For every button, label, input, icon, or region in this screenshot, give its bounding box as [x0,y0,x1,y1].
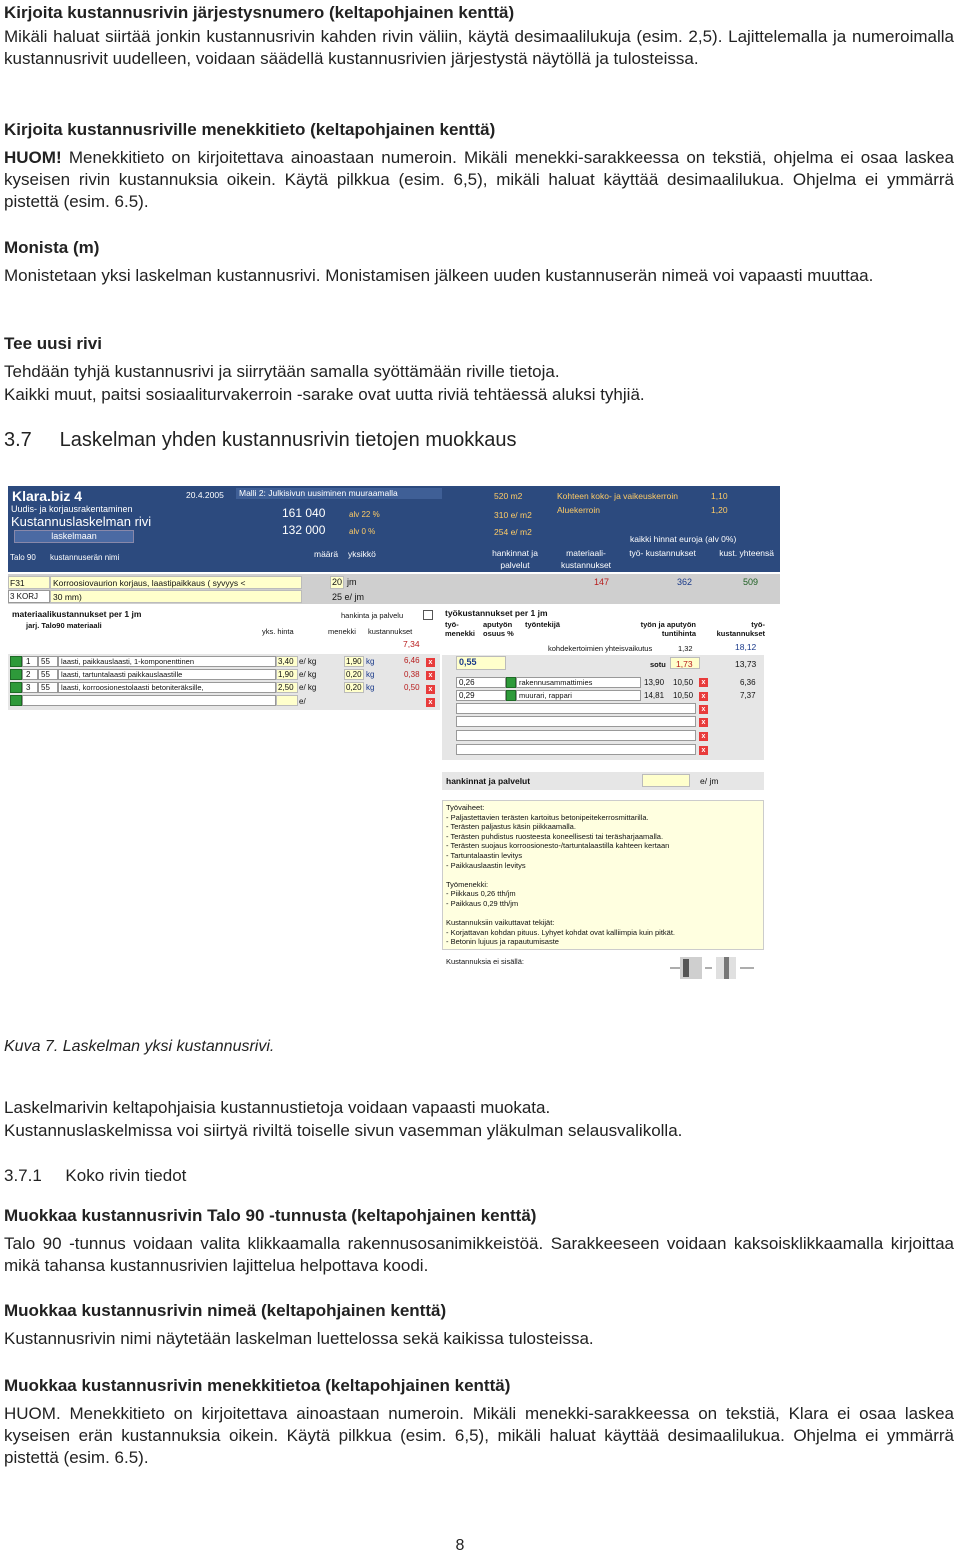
work-row-1-handle[interactable] [506,677,516,688]
heading-uusi-rivi: Tee uusi rivi [4,334,102,353]
material-row-3-menekki: 0,20 [346,683,362,692]
work-row-1-menekki: 0,26 [459,678,475,687]
work-col-kustannukset: työ- kustannukset [716,620,765,638]
material-row-4-price-unit: e/ [299,697,306,706]
work-row-3-empty[interactable] [456,703,696,714]
hankinta-checkbox[interactable] [423,610,433,620]
col-talo90: Talo 90 [10,553,36,562]
koko-kerroin-value: 1,10 [711,491,728,501]
hinnat-note: kaikki hinnat euroja (alv 0%) [630,534,737,544]
work-row-4-delete-icon[interactable]: x [699,718,708,727]
kohdekerroin-total: 18,12 [735,642,757,652]
work-row-2-hinta1: 14,81 [644,691,665,700]
work-heading: työkustannukset per 1 jm [445,608,548,618]
heading-talo90: Muokkaa kustannusrivin Talo 90 -tunnusta (keltapohjainen kenttä) [4,1206,537,1225]
work-row-3-delete-icon[interactable]: x [699,705,708,714]
col-maara: määrä [314,549,339,559]
work-col-tuntihinta: työn ja aputyön tuntihinta [640,620,696,638]
kohdekerroin-value: 1,32 [678,644,693,653]
material-row-1-handle[interactable] [10,656,22,667]
app-logo: Klara.biz 4 [12,488,83,504]
hankinnat-field[interactable] [642,774,690,787]
alv22-label: alv 22 % [349,510,380,519]
material-row-4-delete-icon[interactable]: x [426,698,435,707]
material-row-3-handle[interactable] [10,682,22,693]
work-row-1-hinta2: 10,50 [673,678,694,687]
subsection-heading: 3.7.1 Koko rivin tiedot [4,1166,187,1185]
material-row-1-name: laasti, paikkauslaasti, 1-komponenttinen [61,657,194,666]
work-row-4-empty[interactable] [456,716,696,727]
para-uusi-rivi-2: Kaikki muut, paitsi sosiaaliturvakerroin -sarake ovat uutta riviä tehtäessä aluksi tyhjiä. [4,385,645,404]
sum-alv0: 132 000 [282,523,326,537]
work-row-5-delete-icon[interactable]: x [699,732,708,741]
work-row-1-cost: 6,36 [740,678,756,687]
row-name2-field[interactable] [50,590,302,603]
col-hankinnat: hankinnat ja palvelut [492,548,538,570]
col-hankinta-palvelu: hankinta ja palvelu [341,611,404,620]
material-row-3-cost: 0,50 [404,683,420,692]
material-row-3-code: 55 [41,683,50,692]
work-row-2-menekki: 0,29 [459,691,475,700]
material-row-1-price: 3,40 [278,657,294,666]
app-subtitle: Uudis- ja korjausrakentaminen [11,504,133,514]
para-jarjestysnumero: Mikäli haluat siirtää jonkin kustannusrivin kahden rivin väliin, käytä desimaalilukuja (esim. 2,5). Lajittelemalla ja numeroimalla kustannusrivit uudelleen, voidaan säädellä kustannusrivien järjestystä näytöllä ja tulosteissa. [4,27,954,68]
work-row-1-delete-icon[interactable]: x [699,678,708,687]
col-kust: kust. yhteensä [719,548,774,558]
para-menekkitieto-text: Menekkitieto on kirjoitettava ainoastaan numeroin. Mikäli menekki-sarakkeessa on tekstiä, ohjelma ei osaa laskea kyseisen rivin kustannuksia oikein. Käytä pilkkua (esim. 6,5), mikäli haluat käyttää desimaalilukua. Ohjelma ei ymmärrä pistettä (esim. 6.5). [4,148,954,211]
col-nimi: kustannuserän nimi [50,553,120,562]
heading-menekkitieto: Kirjoita kustannusriville menekkitieto (keltapohjainen kenttä) [4,120,496,139]
app-title: Kustannuslaskelman rivi [11,514,152,529]
hankinnat-label: hankinnat ja palvelut [446,776,531,786]
row-mat-cost: 147 [594,577,610,587]
sum-alv22: 161 040 [282,506,326,520]
work-phases-note[interactable]: Työvaiheet: - Paljastettavien terästen kartoitus betonipeitekerrosmittarilla. - Terästen paljastus käsin piikkaamalla. - Terästen puhdistus ruosteesta koneellisesti tai teräsharjaamalla. - Terästen suojaus korroosionesto-/tartuntalaastilla kahteen kertaan - Tartuntalaastin levitys - Paikkauslaastin levitys Työmenekki: - Piikkaus 0,26 tth/jm - Paikkaus 0,29 tth/jm Kustannuksiin vaikuttavat tekijät: - Korjattavan kohdan pituus. Lyhyet kohdat ovat kalliimpia kuin pitkät. - Betonin lujuus ja rapautumisaste Kustannuksia ei sisällä: [442,800,764,950]
material-row-2-delete-icon[interactable]: x [426,671,435,680]
work-row-2-handle[interactable] [506,690,516,701]
work-row-2-delete-icon[interactable]: x [699,692,708,701]
material-row-4-handle[interactable] [10,695,22,706]
para-muokata: Laskelmarivin keltapohjaisia kustannustietoja voidaan vapaasti muokata. [4,1098,551,1117]
col-yks-hinta: yks. hinta [262,627,294,636]
project-name[interactable]: Malli 2: Julkisivun uusiminen muuraamalla [236,488,442,499]
alv0-label: alv 0 % [349,527,376,536]
para-menekki: HUOM. Menekkitieto on kirjoitettava ainoastaan numeroin. Mikäli menekki-sarakkeessa on tekstiä, Klara ei osaa laskea kyseisen erän kustannuksia oikein. Käytä pilkkua (esim. 6,5), mikäli haluat käyttää desimaalilukua. Ohjelma ei ymmärrä pistettä (esim. 6.5). [4,1404,954,1467]
material-row-2-handle[interactable] [10,669,22,680]
heading-monista: Monista (m) [4,238,100,257]
material-row-2-price: 1,90 [278,670,294,679]
para-uusi-rivi-1: Tehdään tyhjä kustannusrivi ja siirrytään samalla syöttämään riville tietoja. [4,362,560,381]
page-number: 8 [455,1537,465,1554]
material-row-1-delete-icon[interactable]: x [426,658,435,667]
material-row-2-code: 55 [41,670,50,679]
material-row-1-cost: 6,46 [404,656,420,665]
material-row-2-name: laasti, tartuntalaasti paikkauslaastille [61,670,183,679]
area-size: 520 m2 [494,491,523,501]
col-materiaali: materiaali- kustannukset [560,548,612,570]
para-siirtya: Kustannuslaskelmissa voi siirtyä riviltä toiselle sivun vasemman yläkulman selausvalikolla. [4,1121,683,1140]
work-row-1-name: rakennusammattimies [519,678,593,687]
chapter-heading: 3.7 Laskelman yhden kustannusrivin tietojen muokkaus [4,429,517,451]
aputyo-value: 0,55 [459,657,477,667]
row-work-cost: 362 [677,577,693,587]
col-yksikko: yksikkö [348,549,376,559]
laskelmaan-button[interactable]: laskelmaan [14,530,134,543]
material-heading: materiaalikustannukset per 1 jm [12,609,142,619]
detail-drawing-icon [650,955,765,981]
para-talo90: Talo 90 -tunnus voidaan valita klikkaamalla rakennusosanimikkeistöä. Sarakkeeseen voidaan kaksoisklikkaamalla kirjoittaa mikä tahansa kustannusrivien lajittelua helpottava koodi. [4,1234,954,1275]
project-date: 20.4.2005 [186,490,224,500]
material-row-2-cost: 0,38 [404,670,420,679]
material-row-3-order: 3 [26,683,31,692]
aluekerroin-value: 1,20 [711,505,728,515]
material-row-2-men-unit: kg [366,670,375,679]
koko-kerroin-label: Kohteen koko- ja vaikeuskerroin [557,491,678,501]
material-row-2-menekki: 0,20 [346,670,362,679]
figure-caption: Kuva 7. Laskelman yksi kustannusrivi. [4,1038,275,1055]
para-monista: Monistetaan yksi laskelman kustannusrivi. Monistamisen jälkeen uuden kustannuserän nimeä voi vapaasti muuttaa. [4,266,874,285]
cost-per-m2-alv: 310 e/ m2 [494,510,532,520]
material-row-1-price-unit: e/ kg [299,657,317,666]
kohdekerroin-label: kohdekertoimien yhteisvaikutus [548,644,653,653]
material-subheading: jarj. Talo90 materiaali [26,621,102,630]
material-row-3-price-unit: e/ kg [299,683,317,692]
material-row-3-delete-icon[interactable]: x [426,685,435,694]
row-name2: 30 mm) [53,592,82,602]
material-row-3-price: 2,50 [278,683,294,692]
work-row-2-hinta2: 10,50 [673,691,694,700]
sotu-label: sotu [650,660,666,669]
sotu-value: 1,73 [676,659,693,669]
work-row-2-cost: 7,37 [740,691,756,700]
work-row-5-empty[interactable] [456,730,696,741]
work-row-2-name: muurari, rappari [519,691,572,700]
huom-label: HUOM! [4,148,62,167]
cost-per-m2: 254 e/ m2 [494,527,532,537]
material-row-3-men-unit: kg [366,683,375,692]
row-unit: jm [347,577,357,587]
row-unit-price: 25 e/ jm [332,592,365,602]
material-row-1-menekki: 1,90 [346,657,362,666]
talo90-code: F31 [10,578,25,588]
work-col-aputyo: aputyön osuus % [483,620,514,638]
material-row-1-code: 55 [41,657,50,666]
material-row-3-name: laasti, korroosionestolaasti betoniteräksille, [61,683,204,692]
col-menekki: menekki [328,627,356,636]
material-total: 7,34 [403,639,420,649]
row-total-cost: 509 [743,577,759,587]
heading-nimi: Muokkaa kustannusrivin nimeä (keltapohjainen kenttä) [4,1301,447,1320]
talo90-code2: 3 KORJ [10,592,39,601]
col-tyo: työ- kustannukset [629,548,696,558]
col-kustannukset: kustannukset [368,627,413,636]
material-row-2-order: 2 [26,670,31,679]
material-row-2-price-unit: e/ kg [299,670,317,679]
material-row-1-men-unit: kg [366,657,375,666]
material-row-4-empty[interactable] [22,695,276,706]
aluekerroin-label: Aluekerroin [557,505,600,515]
work-col-menekki: työ- menekki [445,620,476,638]
row-name: Korroosiovaurion korjaus, laastipaikkaus ( syvyys < [53,578,246,588]
work-col-tyontekija: työntekijä [525,620,561,629]
heading-menekki: Muokkaa kustannusrivin menekkitietoa (keltapohjainen kenttä) [4,1376,511,1395]
material-row-1-order: 1 [26,657,31,666]
heading-jarjestysnumero: Kirjoita kustannusrivin järjestysnumero (keltapohjainen kenttä) [4,3,515,22]
row-qty: 20 [332,577,343,587]
work-row-6-delete-icon[interactable]: x [699,746,708,755]
work-row-1-hinta1: 13,90 [644,678,665,687]
para-nimi: Kustannusrivin nimi näytetään laskelman luettelossa sekä kaikissa tulosteissa. [4,1329,594,1348]
material-row-4-pricecell[interactable] [276,695,298,706]
hankinnat-unit: e/ jm [700,776,719,786]
sotu-total: 13,73 [735,659,757,669]
work-row-6-empty[interactable] [456,744,696,755]
